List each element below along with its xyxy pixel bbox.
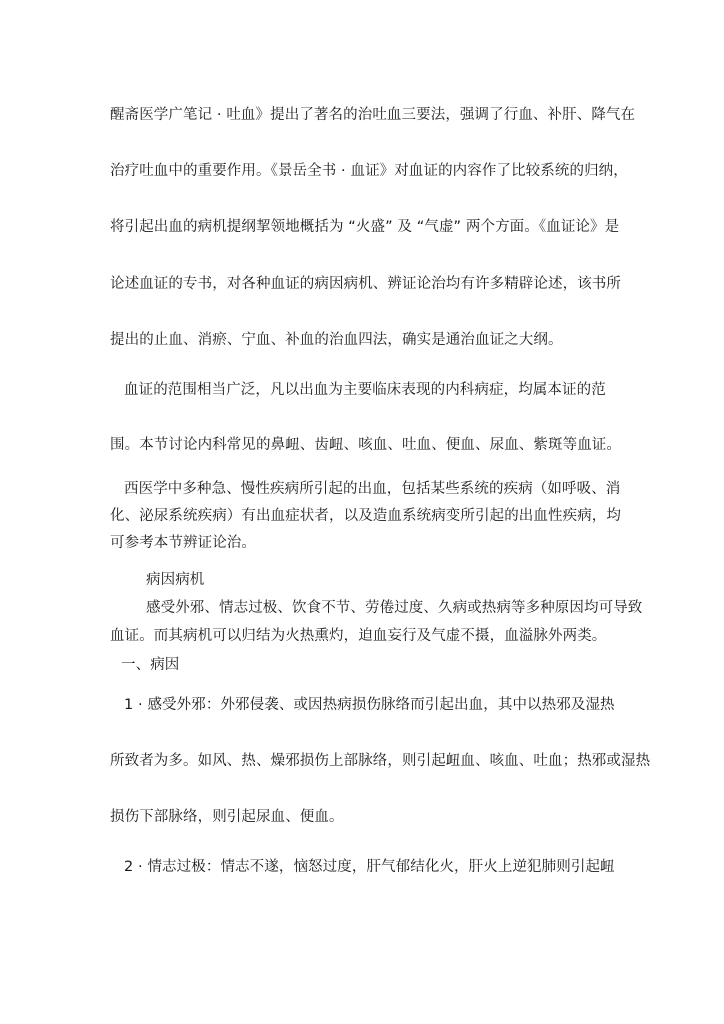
text-line: 所致者为多。如风、热、燥邪损伤上部脉络，则引起衄血、咳血、吐血；热邪或湿热 [110,753,651,769]
text-line: 血证的范围相当广泛，凡以出血为主要临床表现的内科病症，均属本证的范 [124,382,606,398]
text-line: 将引起出血的病机提纲挈领地概括为 “火盛” 及 “气虚” 两个方面。《血证论》是 [110,219,620,235]
text-line: 感受外邪、情志过极、饮食不节、劳倦过度、久病或热病等多种原因均可导致 [146,600,643,616]
text-line: 化、泌尿系统疾病）有出血症状者，以及造血系统病变所引起的出血性疾病，均 [110,508,621,524]
text-line: 西医学中多种急、慢性疾病所引起的出血，包括某些系统的疾病（如呼吸、消 [124,481,621,497]
section-heading: 一、病因 [121,657,180,673]
section-heading: 病因病机 [146,572,205,588]
text-line: 论述血证的专书，对各种血证的病因病机、辨证论治均有许多精辟论述，该书所 [110,276,621,292]
text-line: 2 · 情志过极：情志不遂，恼怒过度，肝气郁结化火，肝火上逆犯肺则引起衄 [124,859,615,875]
text-line: 血证。而其病机可以归结为火热熏灼，迫血妄行及气虚不摄，血溢脉外两类。 [110,628,607,644]
text-line: 围。本节讨论内科常见的鼻衄、齿衄、咳血、吐血、便血、尿血、紫斑等血证。 [110,437,621,453]
text-line: 可参考本节辨证论治。 [110,535,256,551]
text-line: 损伤下部脉络，则引起尿血、便血。 [110,809,344,825]
text-line: 1 · 感受外邪：外邪侵袭、或因热病损伤脉络而引起出血，其中以热邪及湿热 [124,697,615,713]
text-line: 治疗吐血中的重要作用。《景岳全书 · 血证》对血证的内容作了比较系统的归纳， [110,163,628,179]
text-line: 提出的止血、消瘀、宁血、补血的治血四法，确实是通治血证之大纲。 [110,332,563,348]
text-line: 醒斋医学广笔记 · 吐血》提出了著名的治吐血三要法，强调了行血、补肝、降气在 [110,107,636,123]
